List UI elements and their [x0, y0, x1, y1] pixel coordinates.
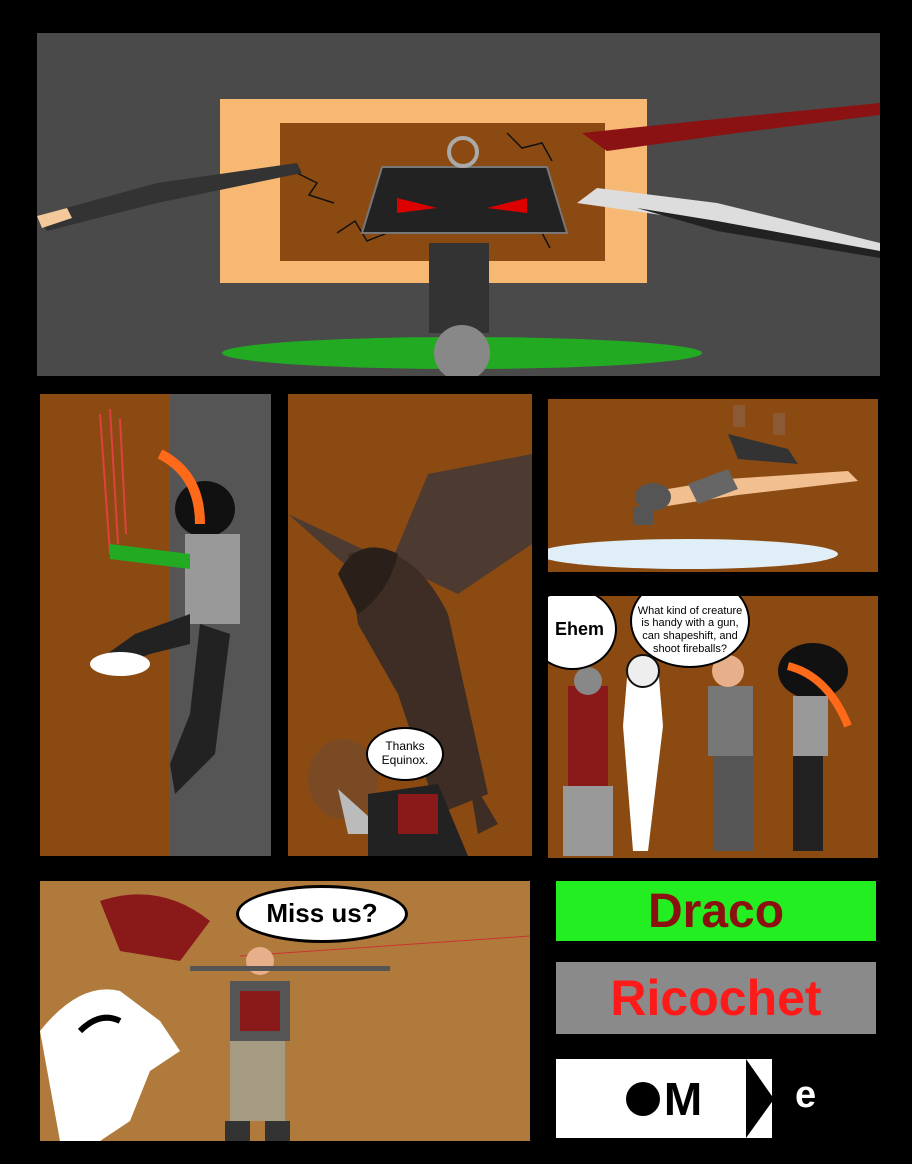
label-third-dot-icon — [626, 1082, 660, 1116]
trap-device — [362, 167, 567, 233]
label-third-arrow-cut — [746, 1059, 774, 1138]
label-ricochet — [556, 962, 876, 1034]
panel-dragon — [288, 394, 532, 856]
speech-text-ehem: Ehem — [554, 618, 605, 639]
panel-trap-art — [37, 33, 880, 376]
panel-flight-art — [548, 399, 878, 572]
label-third — [556, 1059, 772, 1138]
panel-dragon-art — [288, 394, 532, 856]
group-figure-2 — [623, 655, 663, 851]
group-figure-3 — [708, 655, 753, 851]
speech-text-miss-us: Miss us? — [266, 898, 378, 929]
panel-wall-climb-art — [40, 394, 271, 856]
panel-flight — [548, 399, 878, 572]
label-third-logo: M — [663, 1072, 703, 1125]
speech-bubble-miss-us — [236, 885, 408, 943]
speech-text-what-kind: What kind of creature is handy with a gun, can shapeshift, and shoot fireballs? — [637, 604, 743, 655]
group-figure-4 — [778, 643, 848, 851]
speech-bubble-thanks — [366, 727, 444, 781]
label-ricochet-text: Ricochet — [610, 970, 822, 1026]
panel-group — [548, 596, 878, 858]
panel-wall-climb — [40, 394, 271, 856]
label-draco-text: Draco — [647, 884, 785, 938]
speech-text-thanks: Thanks Equinox. — [381, 739, 429, 767]
panel-trap — [37, 33, 880, 376]
label-third-suffix: e — [795, 1074, 817, 1116]
panel-rescue — [40, 881, 530, 1141]
group-figure-1 — [563, 667, 613, 856]
label-draco — [556, 881, 876, 941]
